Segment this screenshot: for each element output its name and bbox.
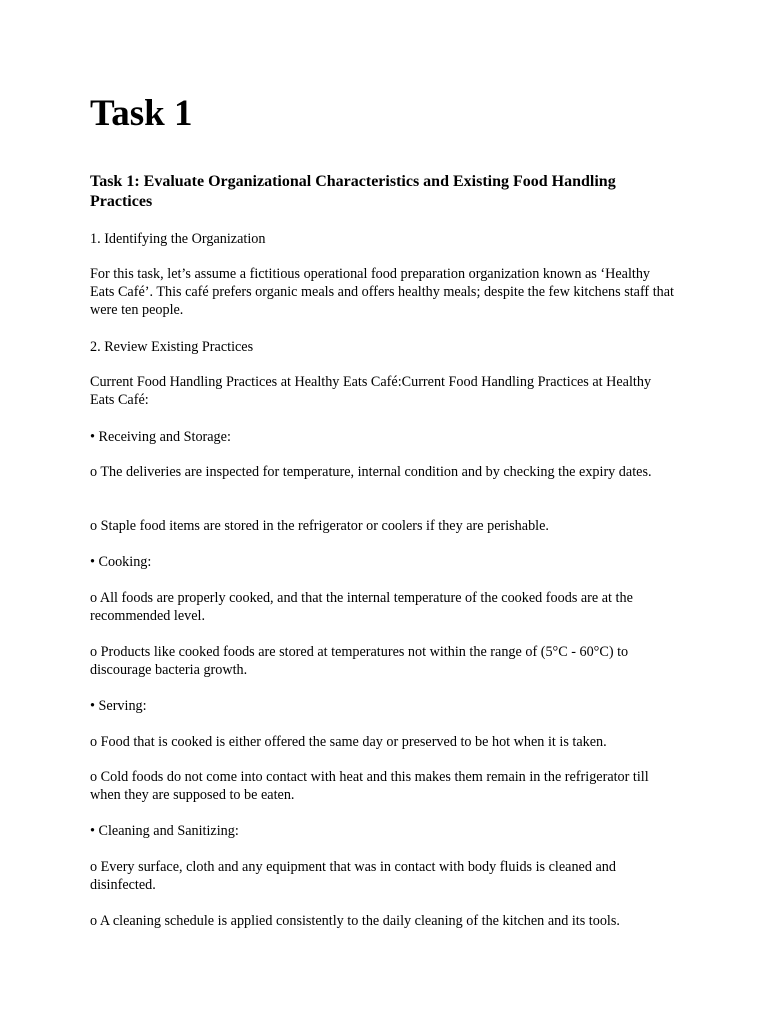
sub-bullet-properly-cooked: o All foods are properly cooked, and that the internal temperature of the cooked foods are at the recommended level.	[90, 590, 633, 624]
section-heading-identifying: 1. Identifying the Organization	[90, 231, 266, 247]
section-heading-review: 2. Review Existing Practices	[90, 339, 254, 355]
sub-bullet-food-served: o Food that is cooked is either offered the same day or preserved to be hot when it is taken.	[90, 734, 607, 750]
sub-bullet-surfaces: o Every surface, cloth and any equipment that was in contact with body fluids is cleaned and disinfected.	[90, 859, 616, 893]
bullet-receiving-storage: • Receiving and Storage:	[90, 429, 231, 445]
sub-bullet-storage-temperature: o Products like cooked foods are stored at temperatures not within the range of (5°C - 60°C) to discourage bacteria growth.	[90, 644, 629, 678]
paragraph-current-practices: Current Food Handling Practices at Healthy Eats Café:Current Food Handling Practices at Healthy Eats Café:	[90, 374, 652, 408]
sub-bullet-staple-food: o Staple food items are stored in the refrigerator or coolers if they are perishable.	[90, 518, 549, 534]
paragraph-organization: For this task, let’s assume a fictitious operational food preparation organization known as ‘Healthy Eats Café’. This café prefers organic meals and offers healthy meals; despite the few kitchens staff that were ten people.	[90, 266, 674, 318]
sub-bullet-cleaning-schedule: o A cleaning schedule is applied consistently to the daily cleaning of the kitchen and its tools.	[90, 913, 620, 929]
sub-bullet-cold-foods: o Cold foods do not come into contact with heat and this makes them remain in the refrigerator till when they are supposed to be eaten.	[90, 769, 649, 803]
bullet-cleaning-sanitizing: • Cleaning and Sanitizing:	[90, 823, 239, 839]
bullet-cooking: • Cooking:	[90, 554, 152, 570]
bullet-serving: • Serving:	[90, 698, 147, 714]
sub-bullet-deliveries: o The deliveries are inspected for temperature, internal condition and by checking the expiry dates.	[90, 464, 652, 480]
page-title: Task 1	[90, 93, 193, 134]
task-heading: Task 1: Evaluate Organizational Characteristics and Existing Food Handling Practices	[90, 173, 616, 210]
